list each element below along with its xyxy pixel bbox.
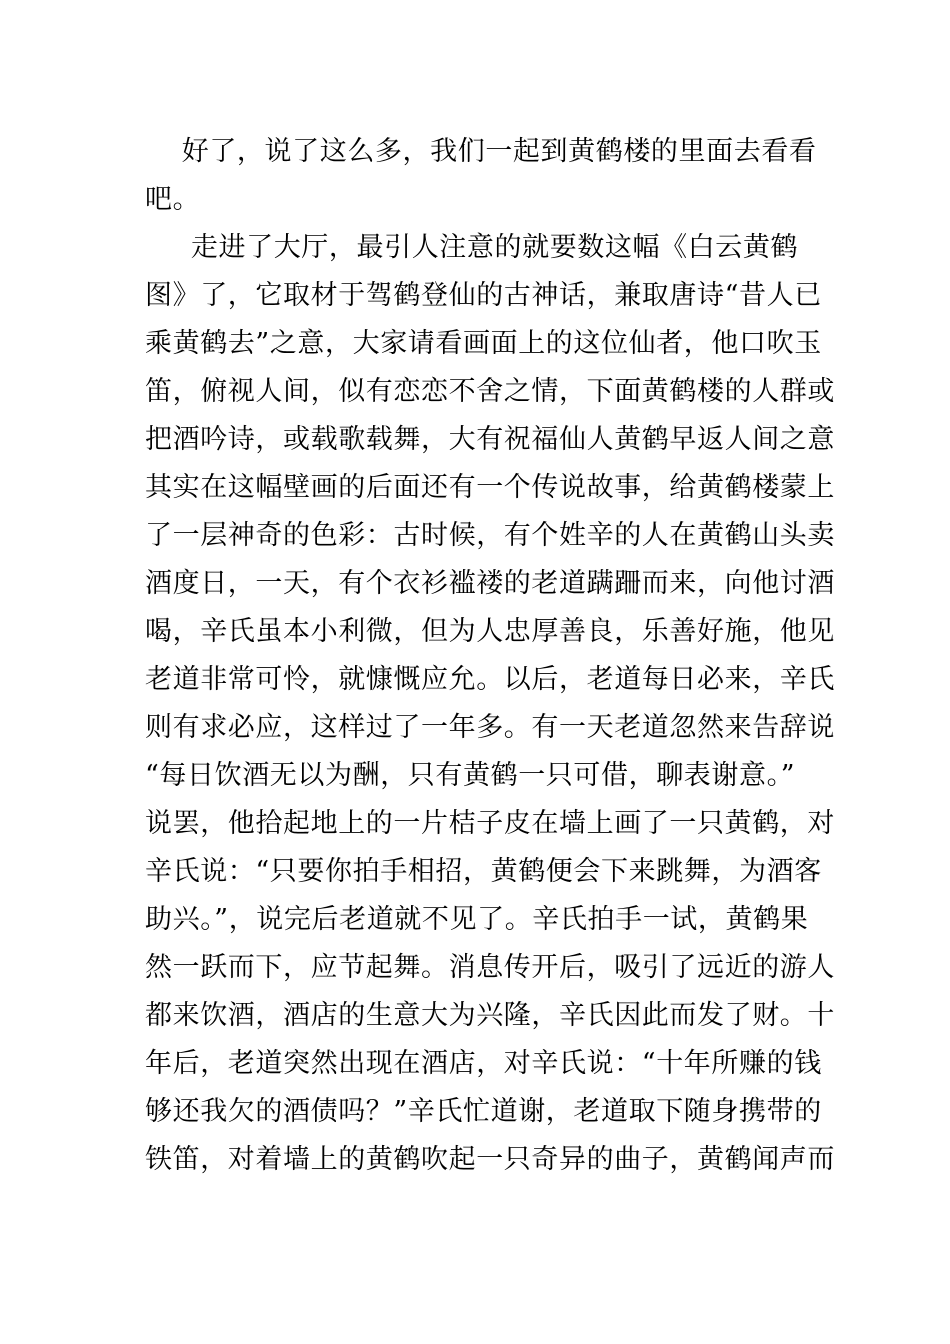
text-line: 都来饮酒，酒店的生意大为兴隆，辛氏因此而发了财。十 [145, 1000, 835, 1031]
text-line: 然一跃而下，应节起舞。消息传开后，吸引了远近的游人 [145, 952, 835, 983]
text-line: 老道非常可怜，就慷慨应允。以后，老道每日必来，辛氏 [145, 664, 835, 695]
text-line: 酒度日，一天，有个衣衫褴褛的老道蹒跚而来，向他讨酒 [145, 568, 835, 599]
text-line: 好了，说了这么多，我们一起到黄鹤楼的里面去看看 [145, 136, 817, 167]
text-line: 年后，老道突然出现在酒店，对辛氏说：“十年所赚的钱 [145, 1048, 822, 1079]
text-line: 则有求必应，这样过了一年多。有一天老道忽然来告辞说 [145, 712, 835, 743]
text-line: “每日饮酒无以为酬，只有黄鹤一只可借，聊表谢意。” [145, 760, 796, 791]
text-line: 说罢，他拾起地上的一片桔子皮在墙上画了一只黄鹤，对 [145, 808, 835, 839]
text-line: 把酒吟诗，或载歌载舞，大有祝福仙人黄鹤早返人间之意 [145, 424, 835, 455]
body-text [145, 128, 835, 1184]
text-line: 图》了，它取材于驾鹤登仙的古神话，兼取唐诗“昔人已 [145, 280, 822, 311]
text-line: 铁笛，对着墙上的黄鹤吹起一只奇异的曲子，黄鹤闻声而 [145, 1144, 835, 1175]
text-line: 了一层神奇的色彩：古时候，有个姓辛的人在黄鹤山头卖 [145, 520, 835, 551]
text-line: 助兴。”，说完后老道就不见了。辛氏拍手一试，黄鹤果 [145, 904, 809, 935]
text-line: 走进了大厅，最引人注意的就要数这幅《白云黄鹤 [145, 232, 799, 263]
text-line: 辛氏说：“只要你拍手相招，黄鹤便会下来跳舞，为酒客 [145, 856, 822, 887]
text-line: 够还我欠的酒债吗？”辛氏忙道谢，老道取下随身携带的 [145, 1096, 822, 1127]
text-line: 乘黄鹤去”之意，大家请看画面上的这位仙者，他口吹玉 [145, 328, 822, 359]
text-line: 喝，辛氏虽本小利微，但为人忠厚善良，乐善好施，他见 [145, 616, 835, 647]
text-line: 其实在这幅壁画的后面还有一个传说故事，给黄鹤楼蒙上 [145, 472, 835, 503]
text-line: 吧。 [145, 184, 201, 215]
text-line: 笛，俯视人间，似有恋恋不舍之情，下面黄鹤楼的人群或 [145, 376, 835, 407]
